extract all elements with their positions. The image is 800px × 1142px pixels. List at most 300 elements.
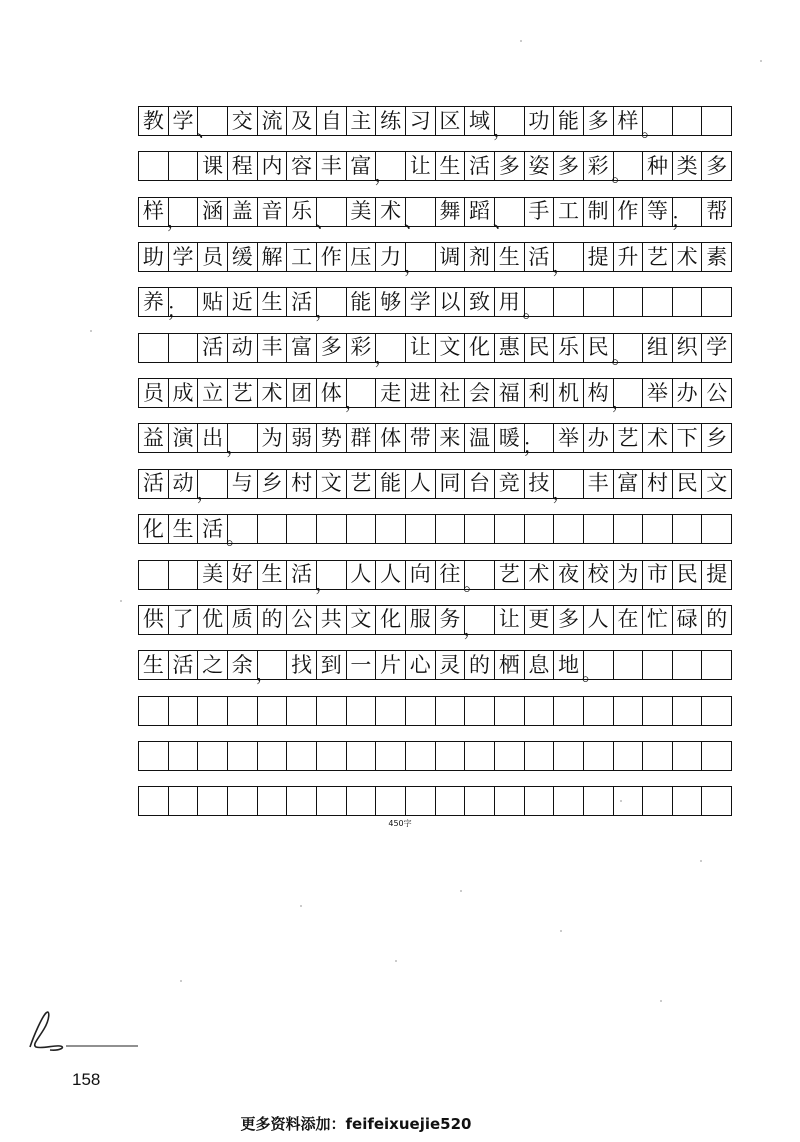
grid-cell [525, 606, 555, 634]
grid-char: 乡 [706, 425, 728, 450]
scan-speck [395, 960, 397, 962]
grid-char: 富 [291, 335, 313, 360]
grid-cell [139, 288, 169, 316]
grid-char: 服 [409, 607, 431, 632]
grid-cell [169, 787, 199, 815]
grid-cell [347, 334, 377, 362]
grid-cell [258, 152, 288, 180]
grid-char: 向 [409, 562, 431, 586]
grid-cell [228, 334, 258, 362]
grid-cell [198, 198, 228, 226]
grid-cell [317, 152, 347, 180]
grid-cell [643, 651, 673, 679]
grid-cell [198, 697, 228, 725]
grid-row [138, 696, 732, 726]
punctuation-mark: 。 [522, 298, 543, 323]
grid-cell [317, 107, 347, 135]
grid-cell [169, 424, 199, 452]
grid-char: 人 [380, 562, 402, 586]
grid-char: 动 [231, 335, 253, 360]
grid-char: 作 [320, 244, 342, 269]
grid-cell [525, 697, 555, 725]
grid-cell [436, 606, 466, 634]
grid-char: 益 [142, 425, 164, 450]
grid-char: 主 [350, 108, 372, 133]
grid-cell [495, 243, 525, 271]
grid-row [138, 151, 732, 187]
grid-cell [525, 379, 555, 407]
grid-cell [169, 152, 199, 180]
grid-char: 成 [172, 380, 194, 405]
grid-char: 找 [291, 652, 313, 677]
grid-cell [169, 606, 199, 634]
grid-cell [287, 198, 317, 226]
grid-cell [258, 515, 288, 543]
grid-cell [287, 787, 317, 815]
grid-cell [614, 697, 644, 725]
grid-cell [347, 651, 377, 679]
grid-cell [139, 379, 169, 407]
grid-char: 让 [409, 335, 431, 360]
grid-cell [169, 651, 199, 679]
grid-cell [347, 742, 377, 770]
grid-cell [287, 243, 317, 271]
grid-char: 课 [202, 153, 224, 178]
grid-char: 民 [676, 471, 698, 496]
scan-speck [180, 980, 182, 982]
grid-char: 文 [706, 471, 728, 496]
grid-char: 乐 [558, 335, 580, 360]
grid-cell [228, 561, 258, 589]
grid-row [138, 106, 732, 141]
punctuation-mark: ， [403, 253, 424, 278]
grid-cell [552, 243, 584, 278]
grid-cell [406, 288, 436, 316]
grid-cell [584, 606, 614, 634]
grid-cell [169, 470, 199, 498]
grid-char: 贴 [202, 289, 224, 314]
grid-cell [641, 107, 673, 141]
grid-char: 域 [469, 108, 491, 133]
grid-char: 多 [706, 153, 728, 178]
grid-char: 活 [291, 289, 313, 314]
grid-cell [554, 651, 584, 679]
grid-cell [169, 561, 199, 589]
grid-cell [525, 243, 555, 271]
grid-cell [495, 152, 525, 180]
grid-cell [584, 697, 614, 725]
grid-cell [554, 424, 584, 452]
grid-cell [287, 742, 317, 770]
grid-char: 学 [706, 335, 728, 360]
grid-cell [317, 787, 347, 815]
grid-char: 片 [380, 652, 402, 677]
grid-char: 举 [558, 425, 580, 450]
grid-char: 碌 [676, 607, 698, 632]
grid-cell [317, 697, 347, 725]
grid-char: 演 [172, 425, 194, 450]
grid-char: 一 [350, 652, 372, 677]
grid-cell [614, 243, 644, 271]
grid-cell [525, 107, 555, 135]
grid-char: 化 [469, 335, 491, 360]
grid-cell [673, 152, 703, 180]
grid-char: 心 [409, 652, 431, 677]
grid-cell [465, 152, 495, 180]
grid-char: 生 [498, 244, 520, 269]
grid-row [138, 197, 732, 232]
grid-cell [702, 107, 731, 135]
grid-cell [584, 107, 614, 135]
grid-cell [643, 697, 673, 725]
grid-cell [376, 198, 406, 226]
grid-cell [225, 515, 258, 550]
grid-cell [643, 470, 673, 498]
grid-cell [403, 198, 436, 232]
page-number: 158 [72, 1070, 101, 1089]
grid-cell [406, 470, 436, 498]
grid-cell [525, 515, 555, 543]
grid-char: 息 [528, 652, 550, 677]
grid-cell [258, 379, 288, 407]
grid-char: 艺 [617, 425, 639, 450]
grid-cell [673, 787, 703, 815]
scan-speck [700, 860, 702, 862]
grid-cell [614, 515, 644, 543]
grid-cell [584, 742, 614, 770]
grid-char: 容 [291, 153, 313, 178]
grid-char: 解 [261, 244, 283, 269]
grid-cell [643, 288, 673, 316]
grid-char: 活 [528, 244, 550, 269]
grid-cell [347, 288, 377, 316]
grid-cell [673, 379, 703, 407]
grid-row [138, 287, 732, 323]
grid-cell [702, 334, 731, 362]
grid-char: 学 [172, 244, 194, 269]
grid-char: 练 [380, 108, 402, 133]
grid-char: 来 [439, 425, 461, 450]
grid-cell [673, 515, 703, 543]
grid-cell [406, 334, 436, 362]
grid-char: 组 [646, 335, 668, 360]
grid-cell [614, 561, 644, 589]
grid-cell [436, 107, 466, 135]
grid-row [138, 741, 732, 771]
grid-cell [314, 561, 347, 595]
grid-char: 舞 [439, 199, 461, 224]
grid-cell [198, 243, 228, 271]
grid-char: 致 [469, 289, 491, 314]
grid-cell [611, 334, 644, 368]
grid-char: 灵 [439, 652, 461, 677]
word-count-label: 450字 [388, 819, 412, 828]
grid-cell [406, 379, 436, 407]
grid-char: 多 [320, 335, 342, 360]
grid-cell [139, 787, 169, 815]
grid-cell [465, 742, 495, 770]
punctuation-mark: ， [196, 479, 217, 504]
grid-cell [465, 697, 495, 725]
grid-char: 乐 [291, 199, 313, 224]
grid-row [138, 469, 732, 504]
grid-char: 能 [350, 289, 372, 314]
punctuation-mark: ； [670, 207, 691, 232]
grid-cell [673, 107, 703, 135]
grid-char: 让 [498, 607, 520, 632]
grid-cell [465, 334, 495, 362]
grid-cell [139, 470, 169, 498]
grid-cell [495, 334, 525, 362]
scan-speck [520, 40, 522, 42]
grid-cell [611, 152, 644, 187]
grid-char: 作 [617, 199, 639, 224]
grid-cell [584, 334, 614, 362]
grid-cell [495, 787, 525, 815]
grid-char: 务 [439, 607, 461, 632]
grid-cell [139, 152, 169, 180]
grid-char: 乡 [261, 471, 283, 496]
grid-cell [258, 334, 288, 362]
grid-cell [198, 651, 228, 679]
grid-cell [258, 787, 288, 815]
grid-char: 民 [528, 335, 550, 360]
grid-char: 工 [558, 199, 580, 224]
grid-cell [436, 379, 466, 407]
grid-cell [495, 561, 525, 589]
grid-cell [139, 243, 169, 271]
grid-cell [376, 515, 406, 543]
grid-cell [347, 243, 377, 271]
grid-cell [317, 243, 347, 271]
grid-cell [258, 697, 288, 725]
grid-cell [198, 288, 228, 316]
grid-cell [643, 787, 673, 815]
grid-char: 暖 [498, 425, 520, 450]
grid-char: 调 [439, 244, 461, 269]
grid-cell [287, 606, 317, 634]
grid-char: 弱 [291, 425, 313, 450]
grid-char: 涵 [202, 199, 224, 224]
grid-char: 习 [409, 108, 431, 133]
punctuation-mark: 、 [314, 207, 335, 232]
grid-cell [169, 515, 199, 543]
grid-char: 民 [587, 335, 609, 360]
grid-cell [525, 334, 555, 362]
grid-char: 好 [231, 562, 253, 586]
grid-char: 与 [231, 471, 253, 496]
grid-char: 提 [706, 562, 728, 586]
grid-cell [614, 787, 644, 815]
grid-cell [525, 742, 555, 770]
grid-char: 提 [587, 244, 609, 269]
grid-char: 人 [587, 607, 609, 632]
grid-char: 术 [676, 244, 698, 269]
grid-cell [554, 606, 584, 634]
grid-cell [317, 515, 347, 543]
grid-cell [139, 198, 169, 226]
grid-char: 术 [380, 199, 402, 224]
grid-char: 团 [291, 380, 313, 405]
grid-cell [169, 379, 199, 407]
grid-cell [406, 651, 436, 679]
grid-cell [376, 243, 406, 271]
grid-cell [554, 787, 584, 815]
grid-cell [611, 379, 644, 414]
grid-cell [463, 606, 495, 640]
grid-cell [436, 243, 466, 271]
grid-char: 术 [261, 380, 283, 405]
grid-char: 等 [646, 199, 668, 224]
grid-char: 自 [320, 108, 342, 133]
grid-cell [317, 651, 347, 679]
grid-char: 活 [172, 652, 194, 677]
grid-cell [584, 288, 614, 316]
grid-char: 文 [439, 335, 461, 360]
grid-cell [406, 424, 436, 452]
grid-cell [495, 742, 525, 770]
punctuation-mark: ； [522, 434, 543, 459]
grid-cell [436, 515, 466, 543]
grid-char: 夜 [558, 562, 580, 586]
grid-cell [584, 243, 614, 271]
grid-char: 构 [587, 380, 609, 405]
grid-cell [702, 424, 731, 452]
grid-char: 学 [172, 108, 194, 133]
grid-cell [374, 334, 406, 368]
grid-cell [196, 107, 228, 141]
grid-char: 的 [706, 607, 728, 632]
grid-cell [702, 742, 731, 770]
grid-cell [643, 561, 673, 589]
grid-row [138, 514, 732, 550]
grid-char: 及 [291, 108, 313, 133]
grid-char: 多 [498, 153, 520, 178]
scan-speck [760, 60, 762, 62]
grid-char: 姿 [528, 153, 550, 178]
grid-cell [376, 379, 406, 407]
grid-cell [406, 606, 436, 634]
grid-cell [465, 107, 495, 135]
grid-cell [228, 606, 258, 634]
grid-cell [614, 651, 644, 679]
grid-cell [554, 152, 584, 180]
grid-cell [166, 288, 199, 323]
grid-cell [643, 152, 673, 180]
grid-cell [492, 198, 525, 232]
grid-cell [347, 515, 377, 543]
grid-cell [314, 198, 347, 232]
grid-char: 带 [409, 425, 431, 450]
punctuation-mark: 。 [581, 661, 602, 686]
grid-char: 办 [587, 425, 609, 450]
punctuation-mark: ， [552, 253, 573, 278]
grid-char: 助 [142, 244, 164, 269]
grid-char: 人 [350, 562, 372, 586]
grid-cell [169, 107, 199, 135]
grid-cell [198, 787, 228, 815]
grid-cell [376, 470, 406, 498]
grid-cell [258, 198, 288, 226]
grid-cell [139, 424, 169, 452]
grid-char: 用 [498, 289, 520, 314]
grid-cell [495, 288, 525, 316]
punctuation-mark: ， [166, 207, 187, 232]
grid-char: 活 [202, 335, 224, 360]
grid-cell [287, 107, 317, 135]
punctuation-mark: 。 [611, 343, 632, 368]
grid-cell [465, 515, 495, 543]
grid-char: 供 [142, 607, 164, 632]
grid-char: 人 [409, 471, 431, 496]
grid-char: 织 [676, 335, 698, 360]
grid-char: 地 [558, 652, 580, 677]
grid-cell [465, 288, 495, 316]
grid-cell [403, 243, 436, 278]
grid-char: 民 [676, 562, 698, 586]
grid-cell [258, 243, 288, 271]
grid-cell [643, 742, 673, 770]
grid-cell [436, 742, 466, 770]
grid-cell [584, 152, 614, 180]
grid-cell [317, 742, 347, 770]
grid-char: 惠 [498, 335, 520, 360]
grid-cell [614, 742, 644, 770]
grid-cell [702, 152, 731, 180]
grid-cell [376, 697, 406, 725]
grid-cell [436, 152, 466, 180]
grid-char: 美 [202, 562, 224, 586]
grid-cell [522, 424, 555, 459]
grid-char: 交 [231, 108, 253, 133]
grid-char: 多 [558, 153, 580, 178]
grid-cell [258, 288, 288, 316]
grid-char: 富 [617, 471, 639, 496]
grid-cell [495, 697, 525, 725]
grid-cell [436, 561, 466, 589]
grid-char: 彩 [350, 335, 372, 360]
grid-cell [643, 243, 673, 271]
grid-row [138, 378, 732, 414]
grid-cell [258, 424, 288, 452]
grid-cell [673, 742, 703, 770]
grid-char: 手 [528, 199, 550, 224]
grid-char: 盖 [231, 199, 253, 224]
grid-cell [169, 334, 199, 362]
grid-cell [673, 243, 703, 271]
grid-cell [228, 651, 258, 679]
grid-char: 以 [439, 289, 461, 314]
grid-cell [673, 470, 703, 498]
grid-cell [584, 424, 614, 452]
punctuation-mark: ， [314, 298, 335, 323]
grid-cell [495, 651, 525, 679]
grid-cell [702, 787, 731, 815]
grid-cell [198, 334, 228, 362]
grid-cell [347, 787, 377, 815]
grid-char: 栖 [498, 652, 520, 677]
grid-cell [198, 742, 228, 770]
grid-char: 福 [498, 380, 520, 405]
grid-char: 丰 [261, 335, 283, 360]
grid-cell [139, 606, 169, 634]
grid-cell [317, 606, 347, 634]
grid-char: 忙 [646, 607, 668, 632]
grid-cell [228, 787, 258, 815]
grid-cell [258, 470, 288, 498]
punctuation-mark: 、 [196, 117, 217, 141]
grid-cell [702, 515, 731, 543]
